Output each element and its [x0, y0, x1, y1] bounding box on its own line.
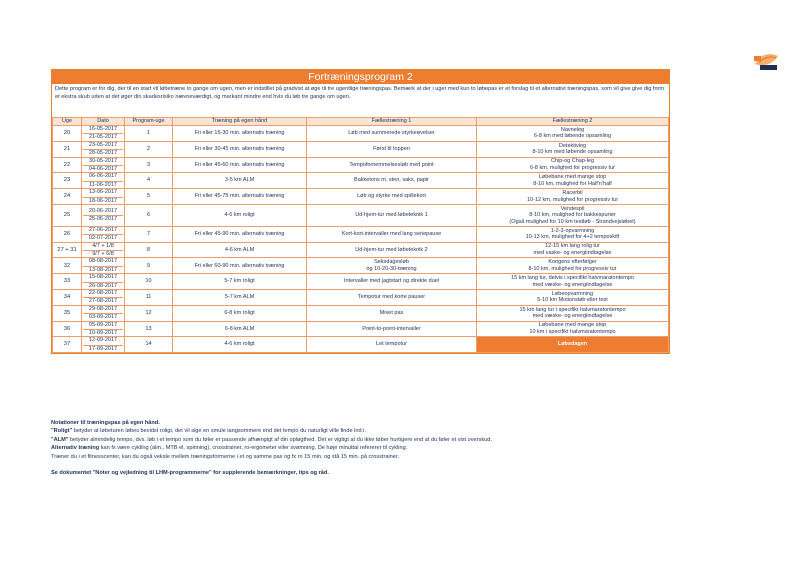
faellestraening-2-line: Løbebane med mange stop	[538, 174, 607, 181]
faellestraening-1-text: Let tempotur	[376, 341, 407, 348]
cell-uge: 24	[53, 189, 82, 205]
date-value: 4/7 + 1/8	[92, 242, 114, 249]
faellestraening-2-line: Detektivleg	[558, 142, 587, 149]
cell-faellestraening-1	[307, 173, 477, 189]
cell-faellestraening-2	[477, 157, 669, 173]
cell-egen-haand: 4-6 km roligt	[173, 204, 307, 226]
cell-faellestraening-1	[307, 226, 477, 242]
faellestraening-2-line: 10-12 km, mulighed for progressiv tur	[526, 196, 619, 203]
faellestraening-2-line: med vaske- og energiindtagelse	[533, 250, 612, 257]
col-header-egen-haand: Træning på egen hånd	[173, 118, 307, 126]
cell-faellestraening-1	[307, 274, 477, 290]
note-alm: "ALM" betyder almindelig tempo, dvs. løb i et tempo som du føler er passende afhængigt af din opløgthed. Det er vigtigt at du ikke løber hurtigere end at du føler et vist overskud.	[51, 436, 492, 443]
faellestraening-2-line: 12-15 km lang rolig tur	[545, 243, 600, 250]
cell-egen-haand: Fri eller 15-30 min. alternativ træning	[173, 126, 307, 142]
cell-faellestraening-2	[477, 258, 669, 274]
date-value: 13-06-2017	[88, 189, 118, 196]
cell-uge: 25	[53, 204, 82, 226]
table-row	[53, 141, 669, 157]
cell-dato	[82, 189, 125, 205]
faellestraening-1-text: Først til toppen	[373, 145, 410, 152]
cell-faellestraening-1	[307, 141, 477, 157]
cell-dato	[82, 226, 125, 242]
cell-egen-haand: 4-6 km roligt	[173, 337, 307, 353]
date-value: 23-05-2017	[88, 141, 118, 148]
faellestraening-1-text: Mixet pas	[379, 309, 404, 316]
cell-uge: 32	[53, 258, 82, 274]
faellestraening-2-line: 15 km lang tur, delvis i specifikt halvmaratontempo	[511, 275, 634, 282]
date-value: 12-09-2017	[88, 337, 118, 344]
cell-uge: 33	[53, 274, 82, 290]
faellestraening-2-line: Vendespil	[560, 205, 585, 212]
faellestraening-1-line: Seksdagesløb	[374, 259, 409, 266]
cell-faellestraening-1	[307, 305, 477, 321]
table-row	[53, 337, 669, 353]
cell-egen-haand: 3-5 km ALM	[173, 173, 307, 189]
cell-uge: 21	[53, 141, 82, 157]
table-row	[53, 274, 669, 290]
cell-uge: 26	[53, 226, 82, 242]
cell-egen-haand: Fri eller 45-60 min. alternativ træning	[173, 157, 307, 173]
date-value: 25-06-2017	[83, 215, 123, 222]
date-value: 20-08-2017	[83, 282, 123, 289]
cell-egen-haand: 5-7 km ALM	[173, 290, 307, 306]
cell-program-uge: 11	[125, 290, 173, 306]
date-value: 22-08-2017	[88, 290, 118, 297]
faellestraening-1-text: Tempotur med korte pauser	[357, 294, 426, 301]
intro-text: Dette program er for dig, der til en start vil løbetræne to gange om ugen, men er indstillet på gradvist at øge til tre ugentlige træningspas. Bemærk at der i uger med kun to løbepas er et forslag til et alternativt træningspas, som vil give give dig form et ekstra skub uden at det øger din skadesrisiko nævneværdigt, og markant mindre end hvis du løb tre gange om ugen.	[55, 86, 665, 100]
date-value: 30-05-2017	[88, 157, 118, 164]
cell-program-uge: 13	[125, 321, 173, 337]
col-header-dato: Dato	[82, 118, 125, 126]
cell-dato	[82, 337, 125, 353]
table-row	[53, 321, 669, 337]
table-header-row	[53, 118, 669, 126]
date-value: 02-07-2017	[83, 234, 123, 241]
faellestraening-2-line: 10-13 km, mulighed for 4+2 temposkift	[525, 234, 620, 241]
cell-faellestraening-2	[477, 242, 669, 258]
cell-uge: 22	[53, 157, 82, 173]
cell-faellestraening-1	[307, 204, 477, 226]
faellestraening-1-text: Ud-hjem-tur med løbeteknik 2	[355, 246, 428, 253]
cell-egen-haand: Fri eller 45-90 min. alternativ træning	[173, 226, 307, 242]
faellestraening-1-text: Intervaller med jagtstart og direkte duel	[343, 278, 440, 285]
cell-program-uge: 7	[125, 226, 173, 242]
cell-faellestraening-1	[307, 126, 477, 142]
date-value: 11-06-2017	[83, 181, 123, 188]
cell-program-uge: 5	[125, 189, 173, 205]
cell-program-uge: 1	[125, 126, 173, 142]
faellestraening-1-text: Løb med summerede styrkeøvelser	[348, 130, 435, 137]
cell-egen-haand: 4-6 km ALM	[173, 242, 307, 258]
faellestraening-2-line: 8-10 km med løbende opsamling	[532, 149, 613, 156]
notes-section	[51, 419, 701, 477]
faellestraening-1-line: og 10-20-30-træning	[366, 265, 417, 272]
notes-heading: Notationer til træningspas på egen hånd.	[51, 420, 160, 426]
cell-program-uge: 3	[125, 157, 173, 173]
cell-program-uge: 12	[125, 305, 173, 321]
faellestraening-2-line: (Også mulighed for 10 km testløb - Strandvejsløbet)	[509, 218, 636, 225]
cell-faellestraening-2	[477, 141, 669, 157]
table-row	[53, 173, 669, 189]
date-value: 06-06-2017	[88, 173, 118, 180]
cell-faellestraening-2	[477, 204, 669, 226]
cell-uge: 36	[53, 321, 82, 337]
cell-egen-haand: 6-8 km ALM	[173, 321, 307, 337]
cell-dato	[82, 258, 125, 274]
date-value: 13-08-2017	[83, 266, 123, 273]
date-value: 03-09-2017	[83, 313, 123, 320]
cell-program-uge: 4	[125, 173, 173, 189]
col-header-faellestraening-2: Fællestræning 2	[477, 118, 669, 126]
cell-dato	[82, 157, 125, 173]
cell-program-uge: 6	[125, 204, 173, 226]
cell-dato	[82, 141, 125, 157]
cell-faellestraening-2	[477, 173, 669, 189]
faellestraening-2-line: Racerbil	[562, 189, 583, 196]
cell-dato	[82, 305, 125, 321]
table-row	[53, 157, 669, 173]
table-body	[53, 126, 669, 353]
training-program-sheet	[51, 69, 670, 354]
date-value: 18-06-2017	[83, 197, 123, 204]
cell-faellestraening-1	[307, 290, 477, 306]
faellestraening-2-line: Løbeopvarmning	[551, 290, 594, 297]
cell-program-uge: 8	[125, 242, 173, 258]
faellestraening-2-line: Navneleg	[560, 126, 585, 133]
faellestraening-1-text: Tempofornemmelsesløb med point	[349, 161, 434, 168]
date-value: 29-08-2017	[88, 305, 118, 312]
date-value: 04-06-2017	[83, 165, 123, 172]
page-title: Fortræningsprogram 2	[52, 70, 669, 84]
cell-faellestraening-2	[477, 126, 669, 142]
table-row	[53, 305, 669, 321]
note-roligt: "Roligt" betyder at løbeturen løbes bevidst roligt, det vil sige en smule langsommere end det tempo du naturligt ville finde ind i.	[51, 428, 366, 435]
faellestraening-2-line: 15 km lang tur i specifikt halvmaratontempo	[519, 306, 626, 313]
faellestraening-1-text: Bakketons m. sten, saks, papir	[354, 177, 429, 184]
date-value: 08-08-2017	[88, 258, 118, 265]
cell-faellestraening-2	[477, 274, 669, 290]
faellestraening-2-line: Løbsdagen	[557, 341, 588, 348]
faellestraening-2-line: med væske- og energiindtagelse	[532, 313, 613, 320]
date-value: 10-09-2017	[83, 329, 123, 336]
note-footer-reference: Se dokumentet "Noter og vejledning til LHM-programmerne" for supplerende bemærkninger, tips og råd.	[51, 470, 329, 477]
date-value: 20-06-2017	[88, 208, 118, 215]
cell-egen-haand: Fri eller 30-45 min. alternativ træning	[173, 141, 307, 157]
cell-dato	[82, 321, 125, 337]
cell-program-uge: 2	[125, 141, 173, 157]
cell-uge: 23	[53, 173, 82, 189]
faellestraening-1-text: Kort-kort-intervaller med lang seriepause	[341, 231, 442, 237]
faellestraening-2-line: 6-8 km, mulighed for progressiv tur	[530, 164, 615, 171]
cell-faellestraening-1	[307, 337, 477, 353]
table-row	[53, 242, 669, 258]
cell-uge: 35	[53, 305, 82, 321]
col-header-uge: Uge	[53, 118, 82, 126]
date-value: 21-05-2017	[83, 133, 123, 140]
cell-dato	[82, 204, 125, 226]
cell-uge: 37	[53, 337, 82, 353]
cell-faellestraening-1	[307, 242, 477, 258]
date-value: 9/7 + 6/8	[83, 250, 123, 257]
cell-uge: 20	[53, 126, 82, 142]
date-value: 16-05-2017	[88, 126, 118, 132]
cell-egen-haand: 5-7 km roligt	[173, 274, 307, 290]
cell-program-uge: 14	[125, 337, 173, 353]
table-row	[53, 204, 669, 226]
cell-dato	[82, 242, 125, 258]
col-header-program-uge: Program-uge	[125, 118, 173, 126]
cell-egen-haand: Fri eller 60-90 min. alternativ træning	[173, 258, 307, 274]
cell-dato	[82, 126, 125, 142]
faellestraening-2-line: 10 km i specifikt halvmaratontempo	[529, 328, 616, 335]
program-table	[52, 117, 669, 353]
faellestraening-2-line: 8-10 km, mulighed for Half'n'half	[533, 180, 612, 187]
faellestraening-2-line: 5-10 km Motionsløb eller test	[537, 297, 608, 304]
cell-faellestraening-1	[307, 321, 477, 337]
faellestraening-2-line: Kongens efterfølger	[548, 259, 597, 266]
faellestraening-2-line: Løbebane med mange stop	[538, 322, 607, 329]
date-value: 27-08-2017	[83, 297, 123, 304]
table-row	[53, 258, 669, 274]
cell-program-uge: 9	[125, 258, 173, 274]
cell-dato	[82, 290, 125, 306]
cell-faellestraening-1	[307, 258, 477, 274]
date-value: 17-09-2017	[83, 345, 123, 352]
cell-dato	[82, 274, 125, 290]
cell-egen-haand: 6-8 km roligt	[173, 305, 307, 321]
date-value: 05-09-2017	[88, 321, 118, 328]
cell-uge: 34	[53, 290, 82, 306]
cell-faellestraening-1	[307, 157, 477, 173]
cell-egen-haand: Fri eller 45-75 min. alternativ træning	[173, 189, 307, 205]
faellestraening-2-line: 1-2-3-opvarmning	[550, 227, 595, 234]
cell-faellestraening-2	[477, 226, 669, 242]
cell-program-uge: 10	[125, 274, 173, 290]
faellestraening-2-line: 8-10 km, mulighed for progressiv tur	[528, 265, 617, 272]
table-row	[53, 126, 669, 142]
faellestraening-2-line: 6-8 km med løbende opsamling	[533, 133, 612, 140]
date-value: 15-08-2017	[88, 274, 118, 281]
cell-faellestraening-2	[477, 290, 669, 306]
faellestraening-2-line: 8-10 km, mulighed for bakkespurter	[529, 212, 616, 219]
lhm-logo	[751, 50, 781, 72]
note-fitness: Træner du i et fitnesscenter, kan du også veksle mellem træningsformerne i et og samme pas og fx ro 15 min. og stå 15 min. på crosstrainer.	[51, 453, 400, 460]
cell-faellestraening-2	[477, 189, 669, 205]
cell-faellestraening-2	[477, 305, 669, 321]
note-alternativ: Alternativ træning kan fx være cykling (alm., MTB el. spinning), crosstrainer, ro-ergometer eller svømning. De høje minuttal refererer til cykling.	[51, 445, 408, 452]
cell-faellestraening-2	[477, 321, 669, 337]
table-row	[53, 189, 669, 205]
cell-dato	[82, 173, 125, 189]
col-header-faellestraening-1: Fællestræning 1	[307, 118, 477, 126]
faellestraening-1-text: Point-to-point-intervaller	[362, 325, 421, 332]
table-row	[53, 226, 669, 242]
cell-faellestraening-2	[477, 337, 669, 353]
date-value: 28-05-2017	[83, 149, 123, 156]
cell-uge: 27 + 31	[53, 242, 82, 258]
faellestraening-2-line: Chip-og Chap-leg	[550, 158, 595, 165]
faellestraening-1-text: Ud-hjem-tur med løbeteknik 1	[355, 212, 428, 219]
faellestraening-1-text: Løb og styrke med spillekort	[357, 193, 426, 200]
date-value: 27-06-2017	[88, 226, 118, 233]
cell-faellestraening-1	[307, 189, 477, 205]
faellestraening-2-line: med væske- og energiindtagelse	[532, 281, 613, 288]
table-row	[53, 290, 669, 306]
